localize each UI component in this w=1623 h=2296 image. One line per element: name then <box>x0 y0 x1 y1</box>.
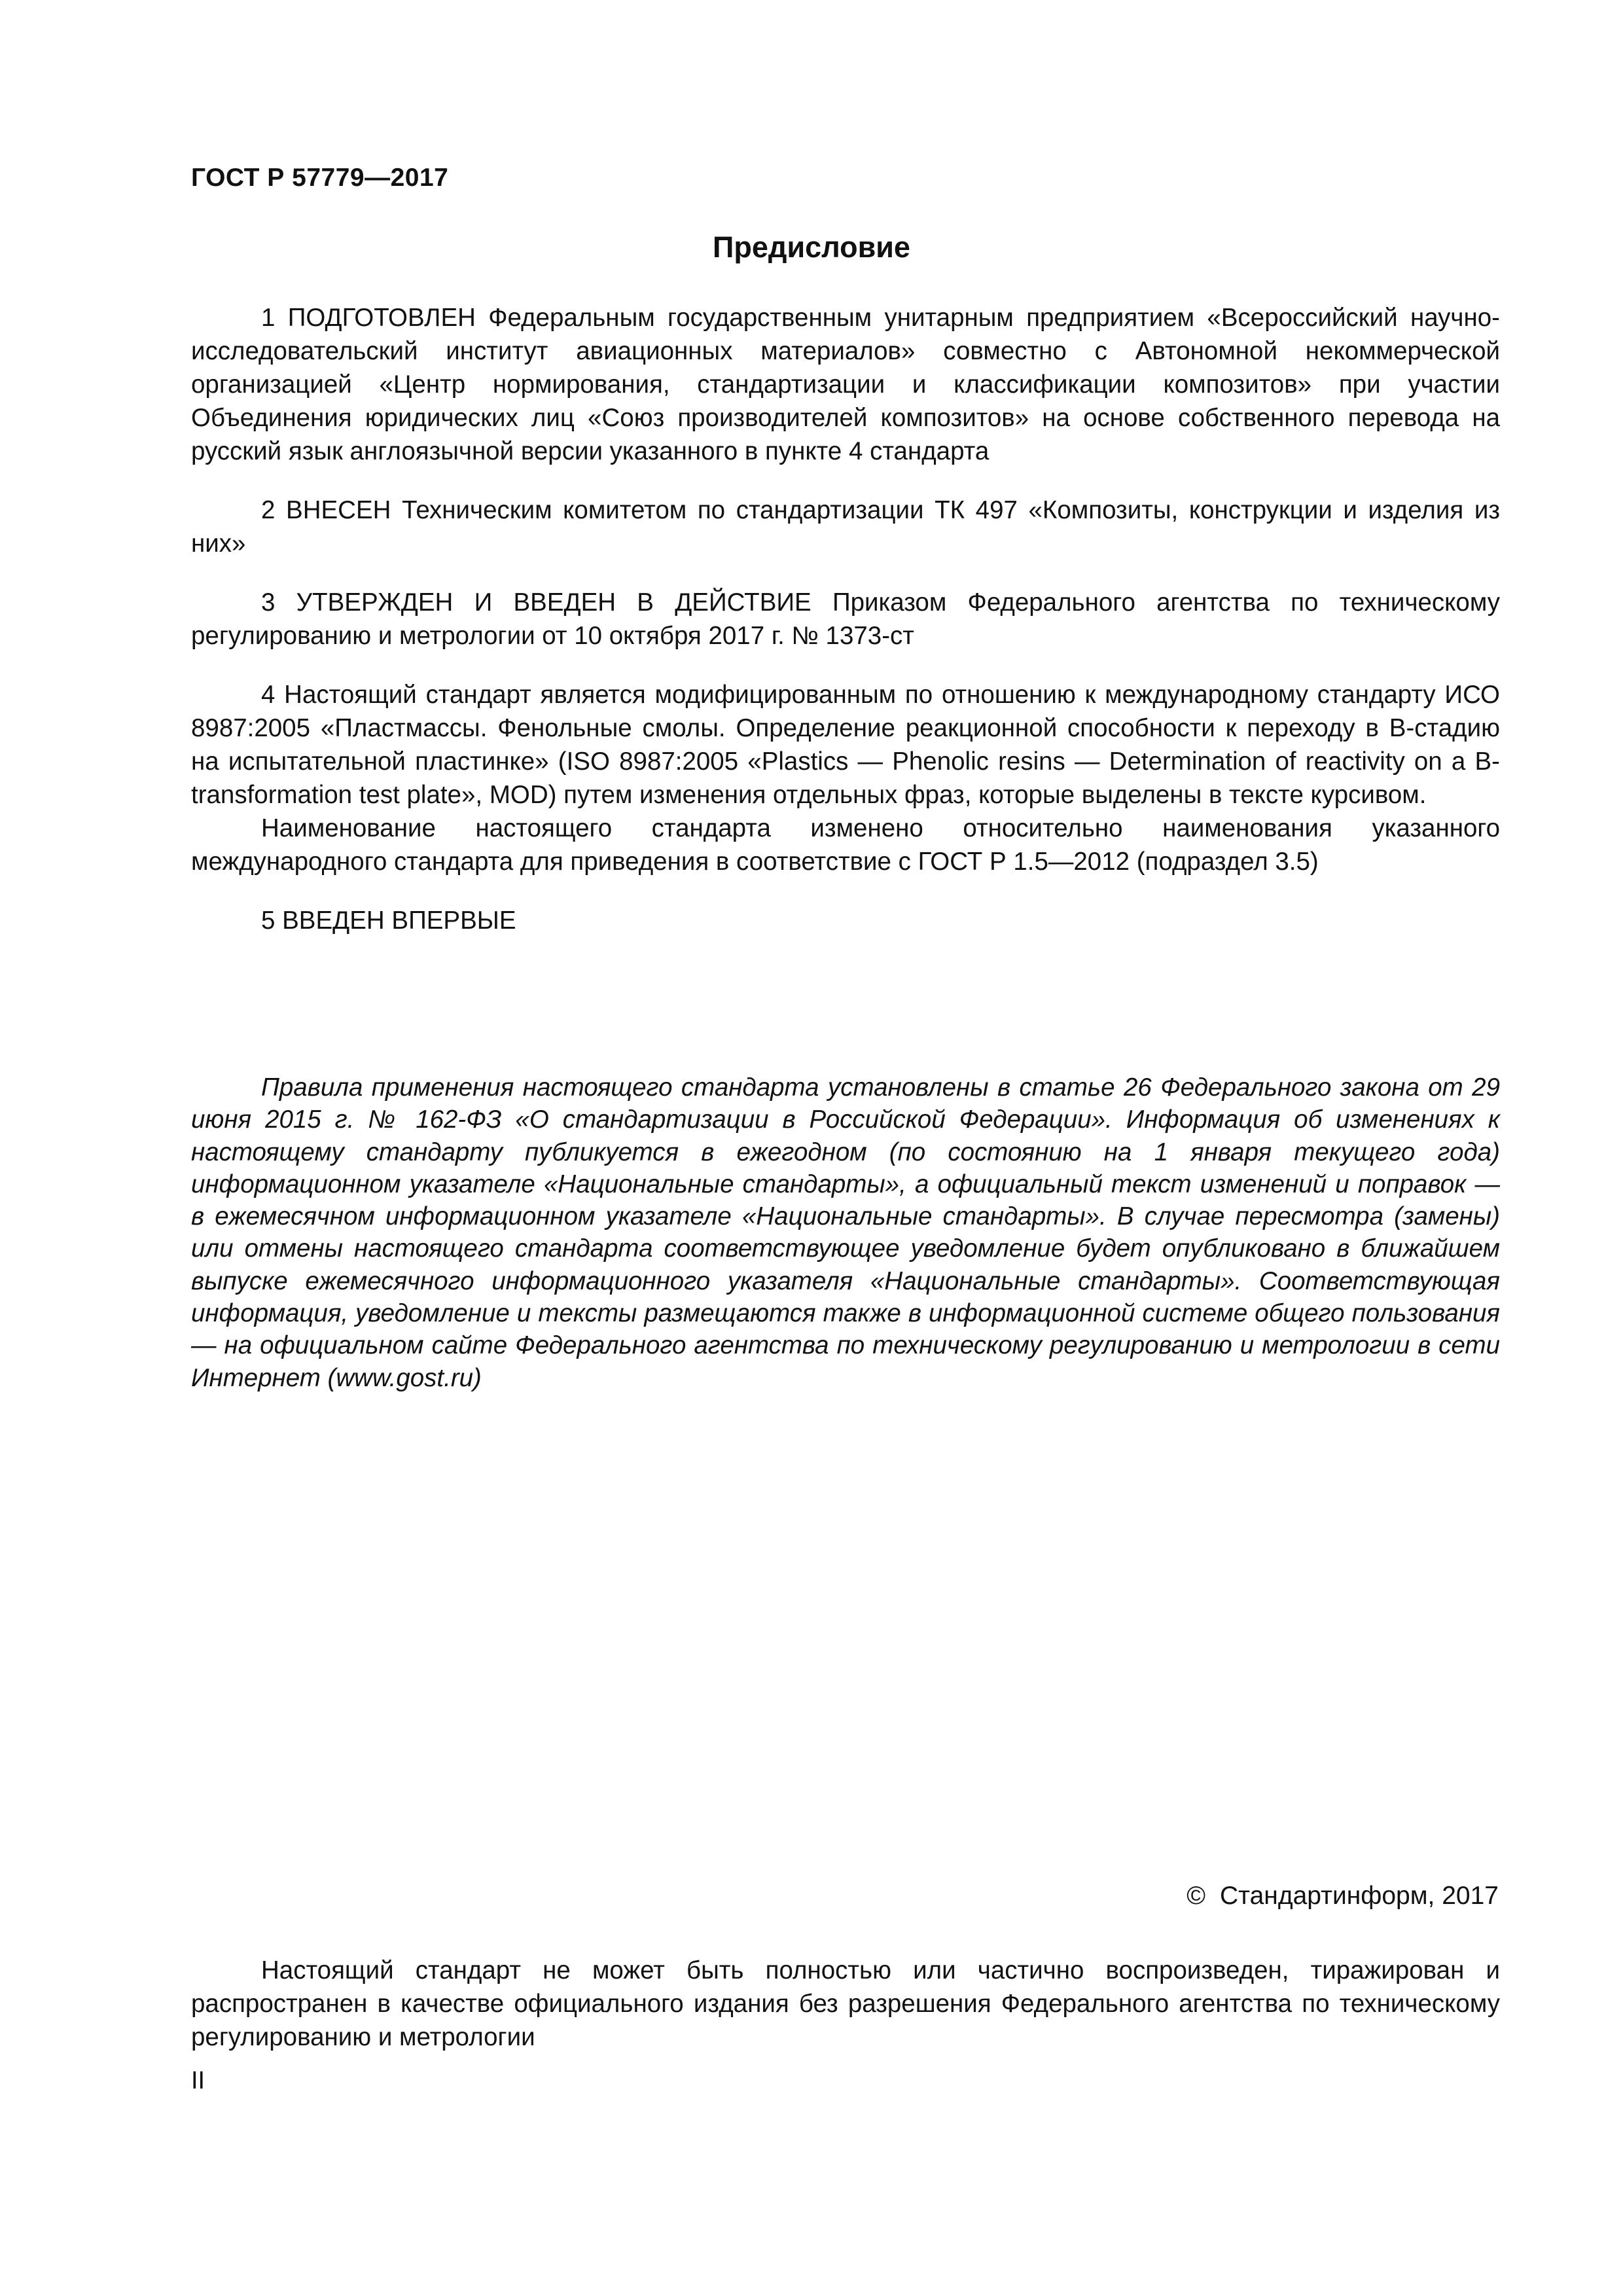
preface-item-3: 3 УТВЕРЖДЕН И ВВЕДЕН В ДЕЙСТВИЕ Приказом Федерального агентства по техническому регулированию и метрологии от 10 октября 2017 г. № 1373-ст <box>191 588 1500 650</box>
rules-paragraph: Правила применения настоящего стандарта установлены в статье 26 Федерального закона от 29 июня 2015 г. № 162-ФЗ «О стандартизации в Российской Федерации». Информация об изменениях к настоящему стандарту публикуется в ежегодном (по состоянию на 1 января текущего года) информационном указателе «Национальные стандарты», а официальный текст изменений и поправок — в ежемесячном информационном указателе «Национальные стандарты». В случае пересмотра (замены) или отмены настоящего стандарта соответствующее уведомление будет опубликовано в ближайшем выпуске ежемесячного информационного указателя «Национальные стандарты». Соответствующая информация, уведомление и тексты размещаются также в информационной системе общего пользования — на официальном сайте Федерального агентства по техническому регулированию и метрологии в сети Интернет (www.gost.ru) <box>191 1073 1500 1392</box>
standard-code: ГОСТ Р 57779—2017 <box>191 164 449 192</box>
preface-body <box>191 301 1500 937</box>
page-title: Предисловие <box>713 230 910 264</box>
page-number: II <box>191 2067 205 2094</box>
reproduction-notice: Настоящий стандарт не может быть полностью или частично воспроизведен, тиражирован и распространен в качестве официального издания без разрешения Федерального агентства по техническому регулированию и метрологии <box>191 1956 1500 2051</box>
preface-item-1: 1 ПОДГОТОВЛЕН Федеральным государственным унитарным предприятием «Всероссийский научно-исследовательский институт авиационных материалов» совместно с Автономной некоммерческой организацией «Центр нормирования, стандартизации и классификации композитов» при участии Объединения юридических лиц «Союз производителей композитов» на основе собственного перевода на русский язык англоязычной версии указанного в пункте 4 стандарта <box>191 304 1500 465</box>
copyright-text: Стандартинформ, 2017 <box>1220 1882 1499 1910</box>
reproduction-notice-block <box>191 1954 1500 2054</box>
preface-item-2: 2 ВНЕСЕН Техническим комитетом по стандартизации ТК 497 «Композиты, конструкции и изделия из них» <box>191 496 1500 558</box>
preface-item-4: 4 Настоящий стандарт является модифицированным по отношению к международному стандарту ИСО 8987:2005 «Пластмассы. Фенольные смолы. Определение реакционной способности к переходу в В-стадию на испытательной пластинке» (ISO 8987:2005 «Plastics — Phenolic resins — Determination of reactivity on a B-transformation test plate», MOD) путем изменения отдельных фраз, которые выделены в тексте курсивом. <box>191 681 1500 809</box>
preface-item-4-note: Наименование настоящего стандарта изменено относительно наименования указанного международного стандарта для приведения в соответствие с ГОСТ Р 1.5—2012 (подраздел 3.5) <box>191 814 1500 876</box>
copyright-icon: © <box>1186 1882 1205 1910</box>
copyright-line <box>1186 1882 1499 1910</box>
rules-paragraph-block <box>191 1071 1500 1394</box>
preface-item-5: 5 ВВЕДЕН ВПЕРВЫЕ <box>261 906 516 935</box>
